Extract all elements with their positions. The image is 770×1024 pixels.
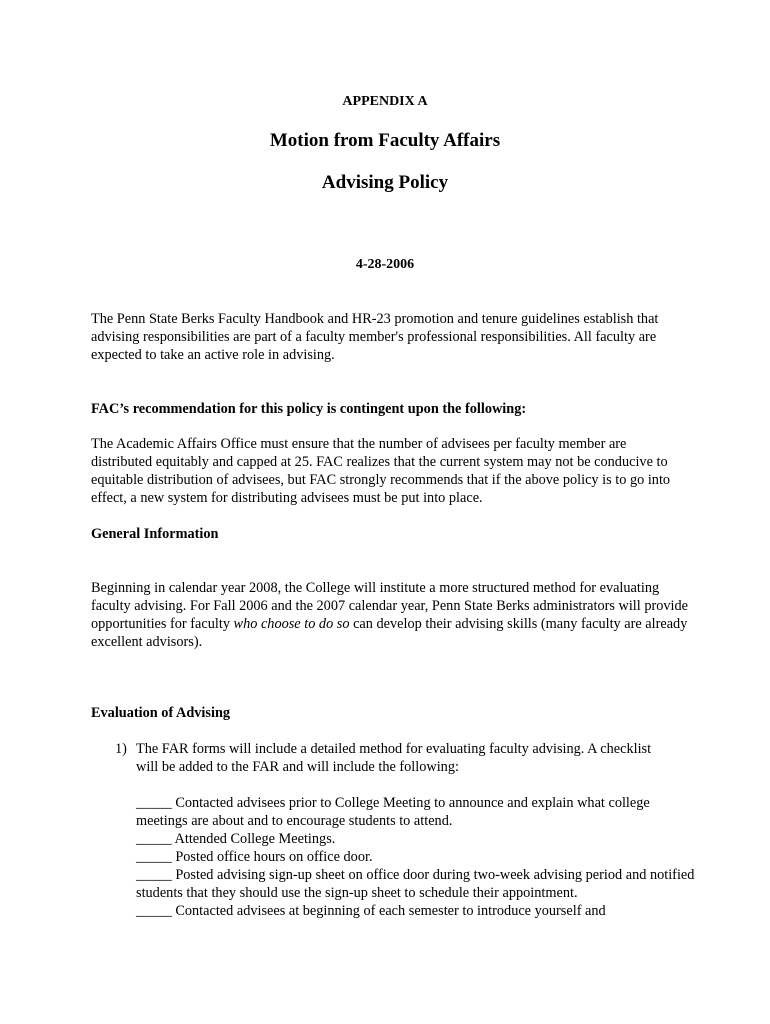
fac-heading: FAC’s recommendation for this policy is contingent upon the following:: [91, 401, 527, 417]
checklist-item: _____ Contacted advisees prior to College Meeting to announce and explain what college meetings are about and to encourage students to attend.: [136, 795, 650, 829]
document-date: 4-28-2006: [355, 257, 415, 272]
list-item-text: The FAR forms will include a detailed method for evaluating faculty advising. A checklist will be added to the FAR and will include the following:: [136, 741, 652, 775]
checklist-item: _____ Posted office hours on office door.: [136, 849, 373, 865]
document-subtitle: Advising Policy: [321, 172, 449, 193]
checklist-item: _____ Contacted advisees at beginning of each semester to introduce yourself and: [136, 903, 606, 919]
general-info-heading: General Information: [91, 526, 219, 542]
general-info-text-end: can develop their advising skills (many faculty are already excellent advisors).: [91, 616, 688, 650]
checklist-item: _____ Posted advising sign-up sheet on office door during two-week advising period and notified students that they should use the sign-up sheet to schedule their appointment.: [136, 867, 695, 901]
appendix-label: APPENDIX A: [342, 94, 428, 109]
general-info-paragraph: [91, 579, 691, 651]
fac-paragraph: The Academic Affairs Office must ensure that the number of advisees per faculty member are distributed equitably and capped at 25. FAC realizes that the current system may not be conducive to equitable distribution of advisees, but FAC strongly recommends that if the above policy is to go into effect, a new system for distributing advisees must be put into place.: [91, 436, 671, 506]
checklist-item: _____ Attended College Meetings.: [136, 831, 336, 847]
intro-paragraph: The Penn State Berks Faculty Handbook and HR-23 promotion and tenure guidelines establish that advising responsibilities are part of a faculty member's professional responsibilities. All faculty are expected to take an active role in advising.: [91, 311, 659, 363]
advising-checklist: [136, 794, 696, 920]
general-info-italic: who choose to do so: [233, 616, 350, 632]
evaluation-heading: Evaluation of Advising: [91, 705, 231, 721]
list-item-number: 1): [115, 741, 127, 757]
general-info-text-start: Beginning in calendar year 2008, the College will institute a more structured method for evaluating faculty advising. For Fall 2006 and the 2007 calendar year, Penn State Berks administrators will provide opportunities for faculty: [91, 580, 688, 632]
document-title: Motion from Faculty Affairs: [269, 130, 501, 151]
